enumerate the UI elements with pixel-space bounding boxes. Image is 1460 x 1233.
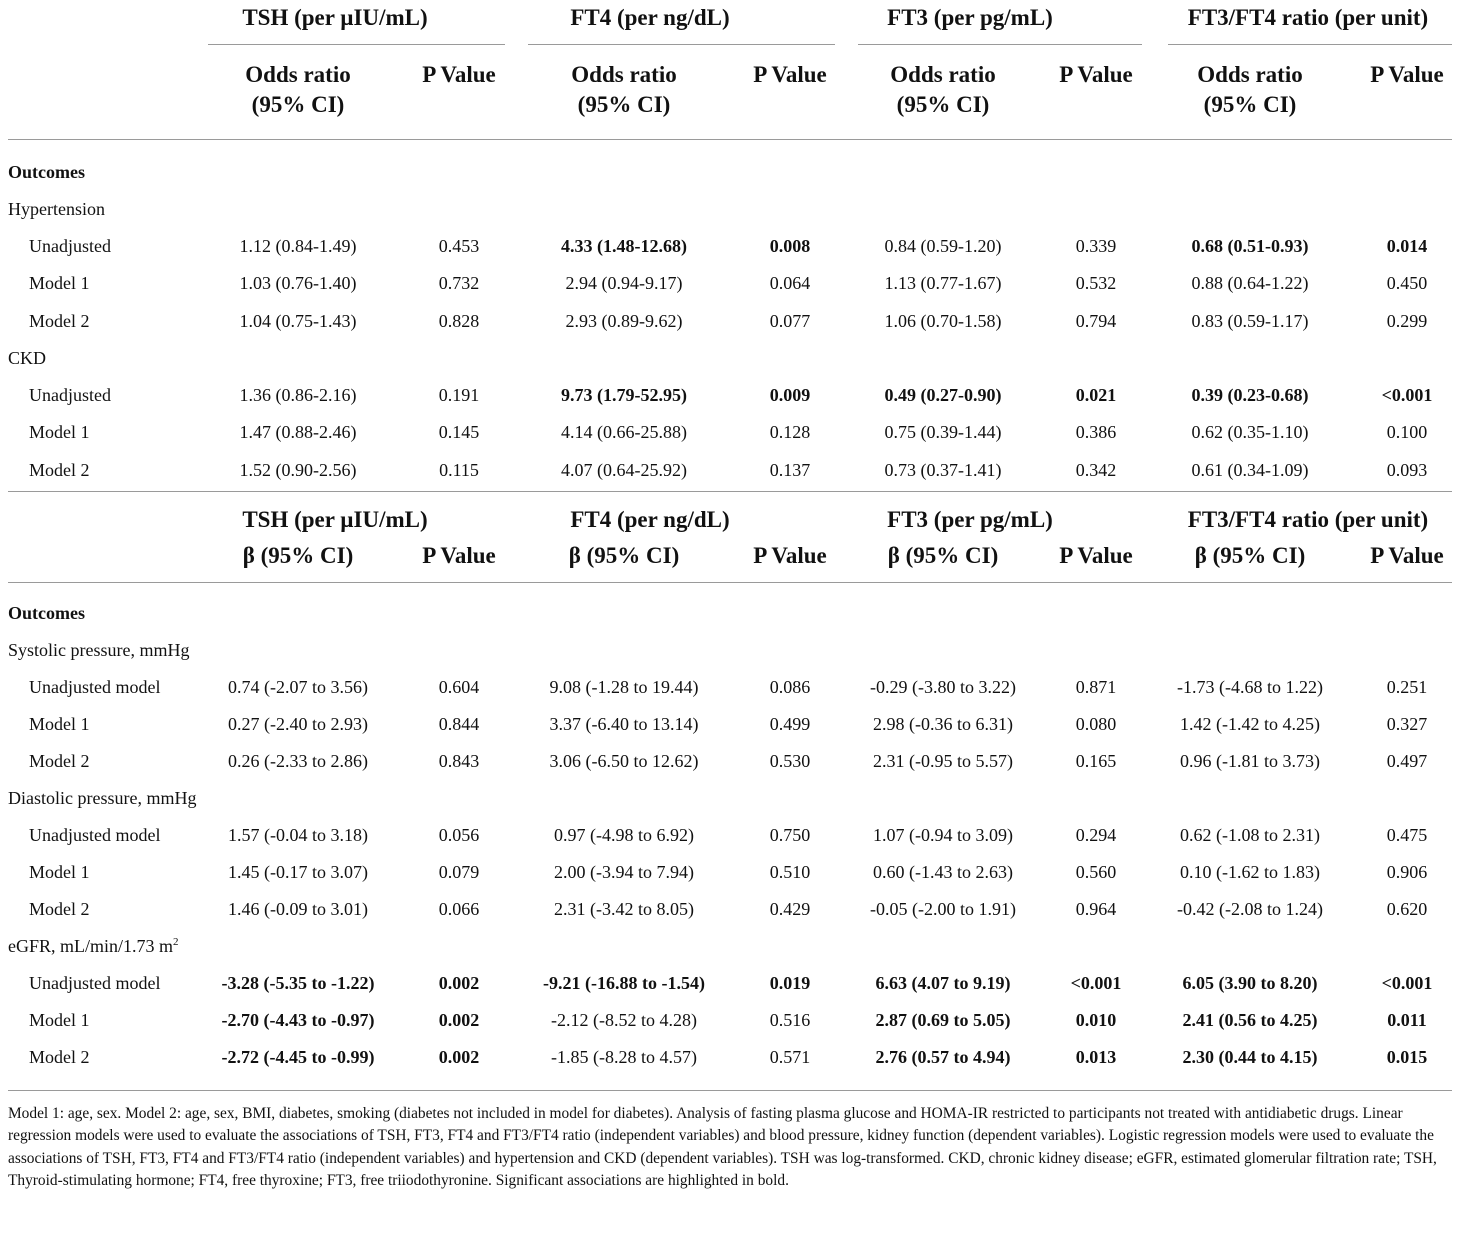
estimate-cell: -0.05 (-2.00 to 1.91) [870, 899, 1016, 919]
p-value-cell: 0.014 [1386, 236, 1428, 256]
beta-header: β (95% CI) [242, 543, 354, 568]
p-value-cell: 0.299 [1386, 310, 1428, 331]
estimate-cell: -9.21 (-16.88 to -1.54) [543, 973, 705, 993]
table-footnote: Model 1: age, sex. Model 2: age, sex, BMI, diabetes, smoking (diabetes not included in model for diabetes). Analysis of fasting plasma glucose and HOMA-IR restricted to participants not treated with antidiabetic drugs. Linear regression models were used to evaluate the associations of TSH, FT3, FT4 and FT3/FT4 ratio (independent variables) and blood pressure, kidney function (dependent variables). Logistic regression models were used to evaluate the associations of TSH, FT3, FT4 and FT3/FT4 ratio (independent variables) and hypertension and CKD (dependent variables). TSH was log-transformed. CKD, chronic kidney disease; eGFR, estimated glomerular filtration rate; TSH, Thyroid-stimulating hormone; FT4, free thyroxine; FT3, free triiodothyronine. Significant associations are highlighted in bold. [8, 1105, 1437, 1190]
group-underline [528, 44, 835, 45]
estimate-cell: 0.26 (-2.33 to 2.86) [228, 751, 368, 771]
p-value-cell: 0.453 [438, 236, 480, 256]
p-value-cell: 0.064 [769, 273, 811, 294]
p-value-cell: <0.001 [1381, 973, 1433, 993]
p-value-cell: 0.145 [438, 422, 480, 443]
estimate-cell: 2.87 (0.69 to 5.05) [875, 1010, 1011, 1030]
p-value-cell: 0.843 [438, 751, 480, 771]
p-value-cell: 0.604 [438, 677, 480, 697]
row-label: Model 1 [29, 273, 90, 294]
group-header: FT3/FT4 ratio (per unit) [1187, 507, 1429, 532]
estimate-cell: 0.74 (-2.07 to 3.56) [228, 677, 368, 697]
estimate-cell: 1.36 (0.86-2.16) [239, 384, 357, 405]
p-value-cell: 0.086 [769, 677, 811, 697]
estimate-cell: 2.30 (0.44 to 4.15) [1182, 1047, 1318, 1067]
p-value-cell: 0.450 [1386, 273, 1428, 294]
effect-header: Odds ratio [571, 62, 677, 87]
effect-header: (95% CI) [251, 92, 345, 117]
estimate-cell: 0.84 (0.59-1.20) [884, 236, 1002, 256]
estimate-cell: 2.76 (0.57 to 4.94) [875, 1047, 1011, 1067]
estimate-cell: 2.00 (-3.94 to 7.94) [554, 862, 694, 882]
p-value-cell: 0.015 [1386, 1047, 1428, 1067]
row-label: Model 1 [29, 1010, 90, 1030]
header-rule [8, 139, 1452, 140]
p-value-cell: <0.001 [1381, 384, 1433, 405]
p-value-cell: 0.560 [1075, 862, 1117, 882]
estimate-cell: 1.52 (0.90-2.56) [239, 459, 357, 480]
estimate-cell: -1.85 (-8.28 to 4.57) [551, 1047, 697, 1067]
estimate-cell: 1.04 (0.75-1.43) [239, 310, 357, 331]
row-label: Unadjusted model [29, 825, 161, 845]
p-value-header: P Value [1059, 543, 1133, 568]
group-header: FT4 (per ng/dL) [570, 5, 730, 30]
row-label: Model 2 [29, 310, 90, 331]
beta-header: β (95% CI) [1194, 543, 1306, 568]
p-value-cell: 0.080 [1075, 714, 1117, 734]
row-label: Model 2 [29, 751, 90, 771]
p-value-cell: 0.530 [769, 751, 811, 771]
estimate-cell: 1.12 (0.84-1.49) [239, 236, 357, 256]
estimate-cell: 0.88 (0.64-1.22) [1191, 273, 1309, 294]
estimate-cell: 2.93 (0.89-9.62) [565, 310, 683, 331]
estimate-cell: -2.70 (-4.43 to -0.97) [221, 1010, 375, 1030]
group-header: FT3/FT4 ratio (per unit) [1187, 5, 1429, 30]
header-rule [8, 582, 1452, 583]
row-label: Unadjusted model [29, 677, 161, 697]
estimate-cell: 1.46 (-0.09 to 3.01) [228, 899, 368, 919]
estimate-cell: 0.73 (0.37-1.41) [884, 459, 1002, 480]
estimate-cell: 0.75 (0.39-1.44) [884, 422, 1002, 443]
estimate-cell: 0.97 (-4.98 to 6.92) [554, 825, 694, 845]
p-value-cell: 0.002 [438, 1047, 480, 1067]
p-value-cell: 0.532 [1075, 273, 1117, 294]
section-label: Hypertension [8, 199, 105, 219]
p-value-cell: 0.732 [438, 273, 480, 294]
p-value-cell: 0.128 [769, 422, 811, 443]
beta-header: β (95% CI) [568, 543, 680, 568]
row-label: Model 1 [29, 714, 90, 734]
p-value-cell: 0.251 [1386, 677, 1428, 697]
group-header: TSH (per µIU/mL) [242, 5, 428, 30]
p-value-cell: 0.620 [1386, 899, 1428, 919]
estimate-cell: 0.68 (0.51-0.93) [1191, 236, 1309, 256]
estimate-cell: 1.03 (0.76-1.40) [239, 273, 357, 294]
estimate-cell: 0.62 (-1.08 to 2.31) [1180, 825, 1320, 845]
row-label: Unadjusted [29, 236, 111, 256]
p-value-cell: 0.013 [1075, 1047, 1117, 1067]
estimate-cell: 0.60 (-1.43 to 2.63) [873, 862, 1013, 882]
estimate-cell: 1.06 (0.70-1.58) [884, 310, 1002, 331]
estimate-cell: -2.12 (-8.52 to 4.28) [551, 1010, 697, 1030]
p-value-cell: 0.828 [438, 310, 480, 331]
estimate-cell: 4.33 (1.48-12.68) [561, 236, 687, 256]
effect-header: Odds ratio [1197, 62, 1303, 87]
p-value-cell: 0.137 [769, 459, 811, 480]
estimate-cell: -0.42 (-2.08 to 1.24) [1177, 899, 1323, 919]
p-value-cell: 0.510 [769, 862, 811, 882]
p-value-cell: <0.001 [1070, 973, 1122, 993]
estimate-cell: 0.49 (0.27-0.90) [884, 384, 1002, 405]
estimate-cell: 0.62 (0.35-1.10) [1191, 422, 1309, 443]
estimate-cell: 2.31 (-0.95 to 5.57) [873, 751, 1013, 771]
p-value-cell: 0.191 [438, 384, 480, 405]
p-value-cell: 0.906 [1386, 862, 1428, 882]
group-underline [208, 44, 505, 45]
p-value-cell: 0.165 [1075, 751, 1117, 771]
group-header: FT4 (per ng/dL) [570, 507, 730, 532]
p-value-cell: 0.294 [1075, 825, 1117, 845]
estimate-cell: 1.57 (-0.04 to 3.18) [228, 825, 368, 845]
group-header: FT3 (per pg/mL) [887, 507, 1053, 532]
estimate-cell: 0.39 (0.23-0.68) [1191, 384, 1309, 405]
section-label: Systolic pressure, mmHg [8, 640, 190, 660]
p-value-cell: 0.056 [438, 825, 480, 845]
p-value-cell: 0.079 [438, 862, 480, 882]
p-value-cell: 0.093 [1386, 459, 1428, 480]
p-value-cell: 0.750 [769, 825, 811, 845]
p-value-cell: 0.011 [1387, 1010, 1427, 1030]
estimate-cell: 1.45 (-0.17 to 3.07) [228, 862, 368, 882]
p-value-cell: 0.844 [438, 714, 480, 734]
p-value-cell: 0.475 [1386, 825, 1428, 845]
section-label: eGFR, mL/min/1.73 $m^2$ [8, 936, 179, 956]
effect-header: Odds ratio [890, 62, 996, 87]
estimate-cell: 4.14 (0.66-25.88) [561, 422, 687, 443]
estimate-cell: -2.72 (-4.45 to -0.99) [221, 1047, 375, 1067]
p-value-cell: 0.009 [769, 384, 811, 405]
estimate-cell: 0.96 (-1.81 to 3.73) [1180, 751, 1320, 771]
p-value-cell: 0.077 [769, 310, 811, 331]
outcomes-label: Outcomes [8, 162, 85, 182]
estimate-cell: -3.28 (-5.35 to -1.22) [221, 973, 375, 993]
estimate-cell: 2.94 (0.94-9.17) [565, 273, 683, 294]
effect-header: (95% CI) [896, 92, 990, 117]
p-value-header: P Value [1370, 62, 1444, 87]
p-value-cell: 0.008 [769, 236, 811, 256]
row-label: Unadjusted model [29, 973, 161, 993]
estimate-cell: 0.27 (-2.40 to 2.93) [228, 714, 368, 734]
p-value-header: P Value [753, 62, 827, 87]
group-underline [858, 44, 1142, 45]
row-label: Model 2 [29, 1047, 90, 1067]
p-value-header: P Value [1059, 62, 1133, 87]
p-value-cell: 0.339 [1075, 236, 1117, 256]
estimate-cell: 9.73 (1.79-52.95) [561, 384, 687, 405]
p-value-cell: 0.499 [769, 714, 811, 734]
p-value-cell: 0.021 [1075, 384, 1117, 405]
p-value-cell: 0.571 [769, 1047, 811, 1067]
p-value-header: P Value [1370, 543, 1444, 568]
group-header: FT3 (per pg/mL) [887, 5, 1053, 30]
p-value-cell: 0.964 [1075, 899, 1117, 919]
p-value-cell: 0.002 [438, 1010, 480, 1030]
estimate-cell: 2.98 (-0.36 to 6.31) [873, 714, 1013, 734]
estimate-cell: 0.83 (0.59-1.17) [1191, 310, 1309, 331]
p-value-header: P Value [422, 62, 496, 87]
p-value-cell: 0.429 [769, 899, 811, 919]
group-header: TSH (per µIU/mL) [242, 507, 428, 532]
estimate-cell: 1.13 (0.77-1.67) [884, 273, 1002, 294]
p-value-cell: 0.100 [1386, 422, 1428, 443]
estimate-cell: 1.07 (-0.94 to 3.09) [873, 825, 1013, 845]
p-value-cell: 0.019 [769, 973, 811, 993]
p-value-cell: 0.516 [769, 1010, 811, 1030]
estimate-cell: 0.61 (0.34-1.09) [1191, 459, 1309, 480]
estimate-cell: -0.29 (-3.80 to 3.22) [870, 677, 1016, 697]
estimate-cell: 6.05 (3.90 to 8.20) [1182, 973, 1318, 993]
row-label: Model 1 [29, 862, 90, 882]
p-value-cell: 0.066 [438, 899, 480, 919]
effect-header: (95% CI) [577, 92, 671, 117]
p-value-cell: 0.327 [1386, 714, 1428, 734]
row-label: Model 1 [29, 422, 90, 443]
p-value-cell: 0.342 [1075, 459, 1117, 480]
row-label: Model 2 [29, 459, 90, 480]
row-label: Unadjusted [29, 384, 111, 405]
beta-header: β (95% CI) [887, 543, 999, 568]
row-label: Model 2 [29, 899, 90, 919]
group-underline [1168, 44, 1452, 45]
estimate-cell: 2.31 (-3.42 to 8.05) [554, 899, 694, 919]
p-value-cell: 0.115 [439, 459, 479, 480]
section-label: Diastolic pressure, mmHg [8, 788, 197, 808]
p-value-header: P Value [753, 543, 827, 568]
estimate-cell: -1.73 (-4.68 to 1.22) [1177, 677, 1323, 697]
section-label: CKD [8, 347, 47, 368]
estimate-cell: 0.10 (-1.62 to 1.83) [1180, 862, 1320, 882]
estimate-cell: 3.37 (-6.40 to 13.14) [549, 714, 699, 734]
p-value-cell: 0.871 [1075, 677, 1117, 697]
p-value-cell: 0.497 [1386, 751, 1428, 771]
outcomes-label: Outcomes [8, 603, 85, 623]
estimate-cell: 3.06 (-6.50 to 12.62) [549, 751, 699, 771]
effect-header: Odds ratio [245, 62, 351, 87]
p-value-cell: 0.002 [438, 973, 480, 993]
p-value-cell: 0.386 [1075, 422, 1117, 443]
estimate-cell: 4.07 (0.64-25.92) [561, 459, 687, 480]
estimate-cell: 9.08 (-1.28 to 19.44) [549, 677, 699, 697]
estimate-cell: 6.63 (4.07 to 9.19) [875, 973, 1011, 993]
estimate-cell: 2.41 (0.56 to 4.25) [1182, 1010, 1318, 1030]
p-value-header: P Value [422, 543, 496, 568]
effect-header: (95% CI) [1203, 92, 1297, 117]
table-divider [8, 491, 1452, 492]
footer-rule [8, 1090, 1452, 1091]
estimate-cell: 1.47 (0.88-2.46) [239, 422, 357, 443]
estimate-cell: 1.42 (-1.42 to 4.25) [1180, 714, 1320, 734]
unit-superscript: 2 [173, 936, 179, 948]
p-value-cell: 0.794 [1075, 310, 1117, 331]
p-value-cell: 0.010 [1075, 1010, 1117, 1030]
